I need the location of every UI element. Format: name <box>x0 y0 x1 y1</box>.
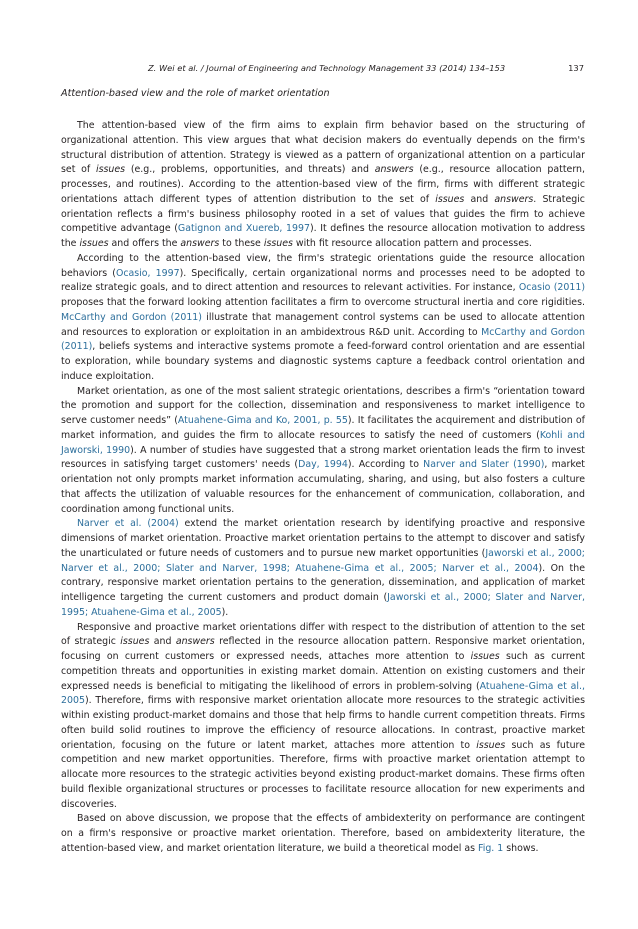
text-run: ). According to <box>347 459 424 471</box>
citation-link[interactable]: Jaworski et al., 2000; Slater and Narver, 1995; Atuahene-Gima et al., 2005 <box>61 592 585 618</box>
text-run: (e.g., resource allocation pattern, processes, and routines). According to the attention-based view of the firm, firms with different strategic orientations attach different types of attention distribution to the set of <box>61 164 585 205</box>
text-run: (e.g., problems, opportunities, and threats) and <box>125 164 375 176</box>
text-run: ). Therefore, firms with responsive market orientation allocate more resources to the strategic activities within existing product-market domains and those that help firms to handle current competition threats. Firms often build solid routines to improve the efficiency of resource allocations. In contrast, proactive market orientation, focusing on the future or latent market, attaches more attention to <box>61 695 585 751</box>
page-number: 137 <box>568 63 584 73</box>
emphasis-term: answers <box>494 193 534 205</box>
emphasis-term: issues <box>470 651 500 662</box>
body-paragraph <box>61 119 585 252</box>
citation-link[interactable]: Kohli and Jaworski, 1990 <box>61 429 585 456</box>
text-run: and offers the <box>108 238 181 249</box>
body-paragraph <box>61 621 585 813</box>
emphasis-term: issues <box>79 238 109 249</box>
text-run: with fit resource allocation pattern and processes. <box>292 238 532 249</box>
citation-link[interactable]: Narver and Slater (1990) <box>423 459 545 471</box>
text-run: ). It facilitates the acquirement and distribution of market information, and guides the firm to allocate resources to satisfy the need of customers ( <box>61 415 585 441</box>
text-run: Market orientation, as one of the most salient strategic orientations, describes a firm's “orientation toward the promotion and support for the collection, dissemination and responsiveness to market intelligence to serve customer needs” ( <box>61 385 585 426</box>
text-run: to these <box>219 238 264 249</box>
text-run: ). A number of studies have suggested that a strong market orientation leads the firm to invest resources in satisfying target customers' needs ( <box>61 444 585 471</box>
body-paragraph <box>61 252 585 385</box>
text-run: ). It defines the resource allocation motivation to address the <box>61 223 585 249</box>
text-run: illustrate that management control systems can be used to allocate attention and resources to exploration or exploitation in an ambidextrous R&D unit. According to <box>61 311 585 338</box>
citation-link[interactable]: Jaworski et al., 2000; Narver et al., 2000; Slater and Narver, 1998; Atuahene-Gima et al., 2005; Narver et al., 2004 <box>61 547 585 574</box>
emphasis-term: issues <box>120 636 150 648</box>
citation-link[interactable]: Ocasio (2011) <box>518 282 585 294</box>
citation-link[interactable]: Day, 1994 <box>298 459 348 471</box>
emphasis-term: answers <box>180 238 220 249</box>
citation-link[interactable]: Ocasio, 1997 <box>115 267 180 279</box>
text-run: and <box>149 636 176 648</box>
article-body <box>61 119 585 857</box>
body-paragraph <box>61 812 585 856</box>
citation-link[interactable]: Fig. 1 <box>478 842 504 854</box>
text-run: extend the market orientation research by identifying proactive and responsive dimensions of market orientation. Proactive market orientation pertains to the attempt to discover and satisfy the unarticulated or future needs of customers and to pursue new market opportunities ( <box>61 518 586 559</box>
citation-link[interactable]: McCarthy and Gordon (2011) <box>61 311 202 323</box>
emphasis-term: answers <box>175 636 215 648</box>
citation-link[interactable]: Atuahene-Gima et al., 2005 <box>61 680 585 707</box>
running-title: Z. Wei et al. / Journal of Engineering and Technology Management 33 (2014) 134–153 <box>148 63 506 73</box>
text-run: ). <box>221 606 229 618</box>
text-run: ). On the contrary, responsive market orientation pertains to the generation, dissemination, and application of market intelligence targeting the current customers and product domain ( <box>61 562 585 603</box>
text-run: proposes that the forward looking attention facilitates a firm to overcome structural inertia and core rigidities. <box>61 297 585 308</box>
emphasis-term: answers <box>374 164 414 176</box>
text-run: According to the attention-based view, the firm's strategic orientations guide the resource allocation behaviors ( <box>61 252 585 279</box>
citation-link[interactable]: Atuahene-Gima and Ko, 2001, p. 55 <box>177 415 348 426</box>
emphasis-term: issues <box>95 164 126 176</box>
citation-link[interactable]: Narver et al. (2004) <box>77 518 179 530</box>
citation-link[interactable]: Gatignon and Xuereb, 1997 <box>177 223 310 235</box>
body-paragraph <box>61 385 585 518</box>
text-run: . Strategic orientation reflects a firm's business philosophy rooted in a set of values that guides the firm to achieve competitive advantage ( <box>61 193 585 235</box>
text-run: Responsive and proactive market orientations differ with respect to the distribution of attention to the set of strategic <box>61 621 585 648</box>
text-run: shows. <box>503 842 539 854</box>
text-run: , market orientation not only prompts market information accumulating, sharing, and using, but also fosters a culture that affects the utilization of valuable resources for the enhancement of communication, collaboration, and coordination among functional units. <box>61 459 585 515</box>
text-run: such as future competition and new market opportunities. Therefore, firms with proactive market orientation attempt to allocate more resources to the strategic activities beyond existing product-market domains. These firms often build flexible organizational structures or processes to facilitate resource allocation for new experiments and discoveries. <box>61 739 585 810</box>
emphasis-term: issues <box>263 238 293 249</box>
section-heading: Attention-based view and the role of market orientation <box>61 88 330 99</box>
emphasis-term: issues <box>435 193 465 205</box>
text-run: such as current competition threats and opportunities in existing market domain. Attention on existing customers and their expressed needs is beneficial to mitigating the likelihood of errors in problem-solving ( <box>61 651 585 692</box>
emphasis-term: issues <box>476 739 506 751</box>
text-run: ). Specifically, certain organizational norms and processes need to be adopted to realize strategic goals, and to direct attention and resources to relevant activities. For instance, <box>61 267 585 294</box>
body-paragraph <box>61 517 585 620</box>
text-run: and <box>464 193 495 205</box>
text-run: , beliefs systems and interactive systems promote a feed-forward control orientation and are essential to exploration, while boundary systems and diagnostic systems capture a feedback control orientation and induce exploitation. <box>61 341 585 382</box>
citation-link[interactable]: McCarthy and Gordon (2011) <box>61 326 586 353</box>
text-run: reflected in the resource allocation pattern. Responsive market orientation, focusing on current customers or expressed needs, attaches more attention to <box>61 636 585 662</box>
text-run: Based on above discussion, we propose that the effects of ambidexterity on performance are contingent on a firm's responsive or proactive market orientation. Therefore, based on ambidexterity literature, the attention-based view, and market orientation literature, we build a theoretical model as <box>61 813 585 854</box>
text-run: The attention-based view of the firm aims to explain firm behavior based on the structuring of organizational attention. This view argues that what decision makers do eventually depends on the firm's structural distribution of attention. Strategy is viewed as a pattern of organizational attention on a particular set of <box>61 120 585 176</box>
running-header <box>148 63 584 75</box>
